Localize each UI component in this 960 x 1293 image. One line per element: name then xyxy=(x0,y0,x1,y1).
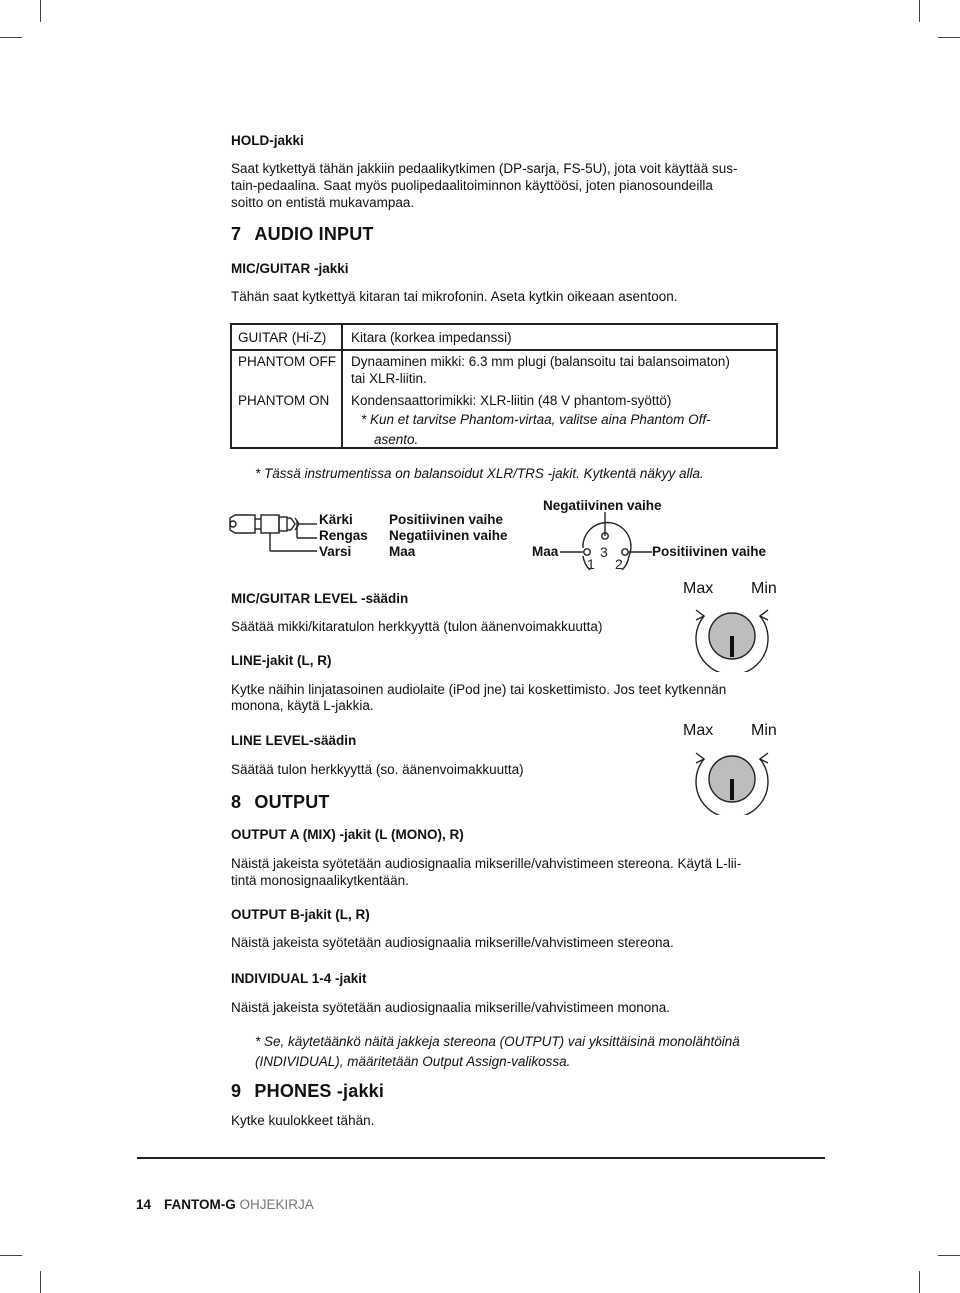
trs-part: Varsi xyxy=(319,544,352,559)
crop-mark xyxy=(938,37,960,38)
line-title: LINE-jakit (L, R) xyxy=(231,653,332,668)
section-heading xyxy=(231,224,374,245)
footer-title xyxy=(164,1196,314,1213)
crop-mark xyxy=(0,37,22,38)
crop-mark xyxy=(919,0,920,22)
table-label: PHANTOM OFF xyxy=(238,354,337,369)
table-divider xyxy=(232,349,776,351)
phones-body: Kytke kuulokkeet tähän. xyxy=(231,1113,375,1128)
knob-min-label: Min xyxy=(751,580,777,597)
trs-part: Kärki xyxy=(319,512,353,527)
section-title: PHONES -jakki xyxy=(254,1081,385,1101)
mic-level-body: Säätää mikki/kitaratulon herkkyyttä (tulon äänenvoimakkuutta) xyxy=(231,619,603,634)
trs-part: Rengas xyxy=(319,528,368,543)
table-desc: Kitara (korkea impedanssi) xyxy=(351,330,512,345)
knob-min-label: Min xyxy=(751,722,777,739)
crop-mark xyxy=(40,0,41,22)
line-level-body: Säätää tulon herkkyyttä (so. äänenvoimakkuutta) xyxy=(231,762,524,777)
xlr-left-label: Maa xyxy=(532,544,559,559)
switch-table xyxy=(230,323,778,449)
table-note: asento. xyxy=(374,432,419,447)
xlr-top-label: Negatiivinen vaihe xyxy=(543,498,662,513)
section-heading xyxy=(231,1081,384,1102)
line-level-knob[interactable] xyxy=(686,743,782,815)
hold-body-line: Saat kytkettyä tähän jakkiin pedaalikytkimen (DP-sarja, FS-5U), jota voit käyttää sus- xyxy=(231,161,738,176)
mic-guitar-title: MIC/GUITAR -jakki xyxy=(231,261,349,276)
output-a-body-line: tintä monosignaalikytkentään. xyxy=(231,873,409,888)
xlr-pin-2: 2 xyxy=(615,556,623,572)
xlr-pin-3: 3 xyxy=(600,544,608,560)
individual-body: Näistä jakeista syötetään audiosignaalia mikserille/vahvistimeen monona. xyxy=(231,1000,670,1015)
individual-note-line: * Se, käytetäänkö näitä jakkeja stereona (OUTPUT) vai yksittäisinä monolähtöinä xyxy=(255,1034,740,1049)
footer-brand: FANTOM-G xyxy=(164,1197,236,1212)
page-number: 14 xyxy=(136,1197,152,1212)
knob-max-label: Max xyxy=(683,722,714,739)
mic-level-knob[interactable] xyxy=(686,600,782,672)
crop-mark xyxy=(40,1271,41,1293)
output-a-body-line: Näistä jakeista syötetään audiosignaalia mikserille/vahvistimeen stereona. Käytä L-lii- xyxy=(231,856,742,871)
crop-mark xyxy=(0,1255,22,1256)
footer-rule xyxy=(137,1157,825,1159)
mic-guitar-body: Tähän saat kytkettyä kitaran tai mikrofonin. Aseta kytkin oikeaan asentoon. xyxy=(231,289,678,304)
section-number: 8 xyxy=(231,792,242,812)
trs-phase: Positiivinen vaihe xyxy=(389,512,504,527)
knob-max-label: Max xyxy=(683,580,714,597)
xlr-right-label: Positiivinen vaihe xyxy=(652,544,767,559)
output-a-title: OUTPUT A (MIX) -jakit (L (MONO), R) xyxy=(231,827,464,842)
output-b-title: OUTPUT B-jakit (L, R) xyxy=(231,907,370,922)
hold-body-line: tain-pedaalina. Saat myös puolipedaalitoiminnon käyttöösi, joten pianosoundeilla xyxy=(231,178,713,193)
trs-phase: Negatiivinen vaihe xyxy=(389,528,508,543)
crop-mark xyxy=(919,1271,920,1293)
line-level-title: LINE LEVEL-säädin xyxy=(231,733,357,748)
table-note: * Kun et tarvitse Phantom-virtaa, valitse aina Phantom Off- xyxy=(361,412,711,427)
table-desc: Kondensaattorimikki: XLR-liitin (48 V phantom-syöttö) xyxy=(351,393,672,408)
output-b-body: Näistä jakeista syötetään audiosignaalia mikserille/vahvistimeen stereona. xyxy=(231,935,674,950)
table-label: PHANTOM ON xyxy=(238,393,330,408)
individual-note-line: (INDIVIDUAL), määritetään Output Assign-valikossa. xyxy=(255,1054,571,1069)
section-number: 7 xyxy=(231,224,242,244)
xlr-connector-diagram xyxy=(560,512,656,584)
section-heading xyxy=(231,792,330,813)
table-label: GUITAR (Hi-Z) xyxy=(238,330,327,345)
table-divider xyxy=(341,325,343,447)
table-desc: Dynaaminen mikki: 6.3 mm plugi (balansoitu tai balansoimaton) xyxy=(351,354,730,369)
section-title: OUTPUT xyxy=(254,792,330,812)
line-body-line: monona, käytä L-jakkia. xyxy=(231,698,374,713)
footer-doc: OHJEKIRJA xyxy=(239,1197,314,1212)
table-desc: tai XLR-liitin. xyxy=(351,371,427,386)
balanced-note: * Tässä instrumentissa on balansoidut XLR/TRS -jakit. Kytkentä näkyy alla. xyxy=(255,466,704,481)
xlr-pin-1: 1 xyxy=(587,556,595,572)
mic-level-title: MIC/GUITAR LEVEL -säädin xyxy=(231,591,409,606)
hold-body-line: soitto on entistä mukavampaa. xyxy=(231,195,415,210)
trs-phase: Maa xyxy=(389,544,416,559)
individual-title: INDIVIDUAL 1-4 -jakit xyxy=(231,971,367,986)
section-title: AUDIO INPUT xyxy=(254,224,374,244)
hold-title: HOLD-jakki xyxy=(231,133,304,148)
section-number: 9 xyxy=(231,1081,242,1101)
line-body-line: Kytke näihin linjatasoinen audiolaite (iPod jne) tai koskettimisto. Jos teet kytkennän xyxy=(231,682,727,697)
crop-mark xyxy=(938,1255,960,1256)
